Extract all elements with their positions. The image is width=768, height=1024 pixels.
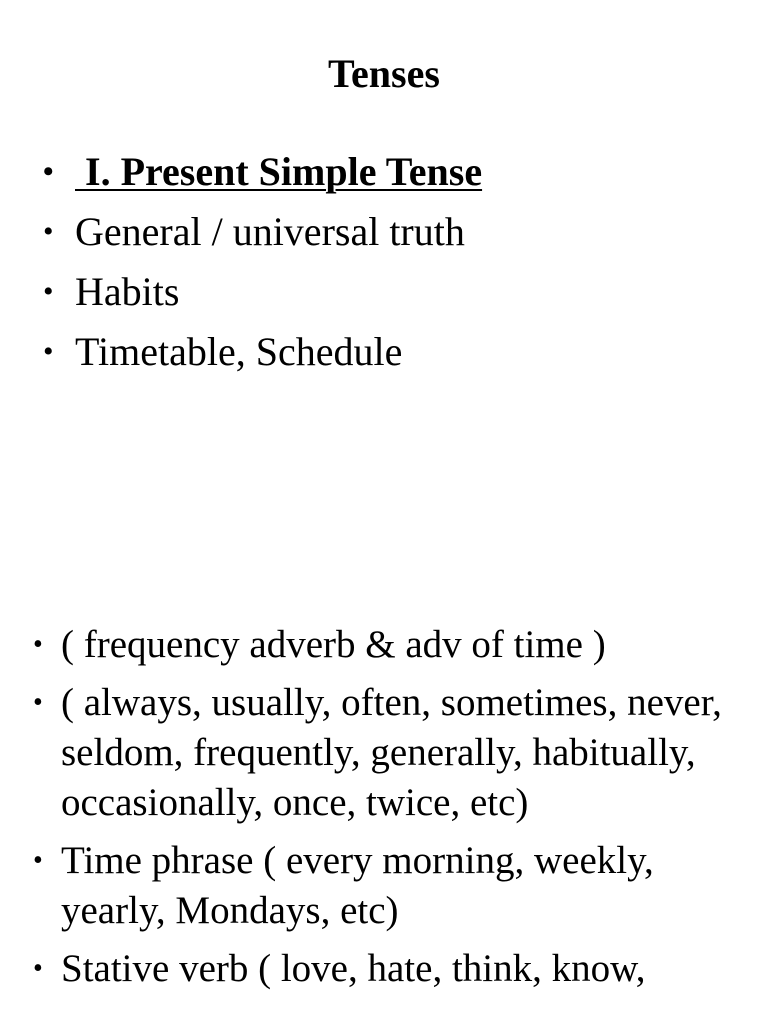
- use-item-habits: • Habits: [75, 262, 735, 322]
- note-item-frequency-adverb: • ( frequency adverb & adv of time ): [61, 620, 731, 670]
- note-item-stative-verb: • Stative verb ( love, hate, think, know,: [61, 944, 731, 994]
- present-simple-list: [75, 142, 735, 382]
- section-heading: I. Present Simple Tense: [75, 149, 483, 194]
- section-heading-item: [75, 142, 735, 202]
- notes-list: [61, 620, 731, 1002]
- use-item-timetable: • Timetable, Schedule: [75, 322, 735, 382]
- use-item-universal-truth: • General / universal truth: [75, 202, 735, 262]
- page-title: Tenses: [328, 51, 440, 96]
- note-item-time-phrase: • Time phrase ( every morning, weekly, yearly, Mondays, etc): [61, 836, 731, 936]
- note-item-adverb-examples: • ( always, usually, often, sometimes, never, seldom, frequently, generally, habitually, occasionally, once, twice, etc): [61, 678, 731, 828]
